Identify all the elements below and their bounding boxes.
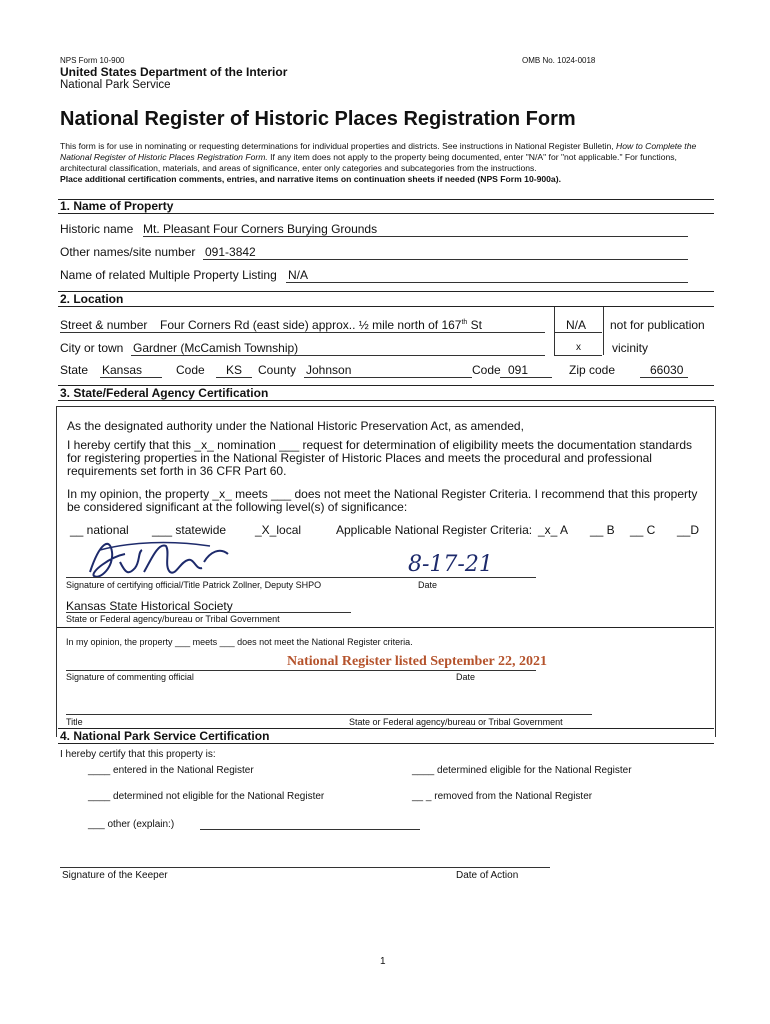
entered-option[interactable]: ____ entered in the National Register [88,765,254,776]
opinion-a: In my opinion, the property [67,487,213,501]
historic-name-label: Historic name [60,222,134,236]
instructions-text: This form is for use in nominating or requesting determinations for individual properties and districts. See instructions in National Register Bulletin, [60,141,616,151]
certify-text [67,439,707,478]
title-label: Title [66,717,83,727]
county-label: County [258,363,297,377]
instructions-text-2: If any item does not apply to the property being documented, enter "N/A" for "not applicable." For functions, architectural classification, materials, and areas of significance, enter only categories and subcategories from the instructions. [60,152,677,173]
department-name: United States Department of the Interior [60,65,288,79]
omb-number: OMB No. 1024-0018 [522,56,596,65]
vicinity-checkbox[interactable]: x [576,342,581,353]
section1-heading: 1. Name of Property [60,199,174,213]
state-label: State [60,363,89,377]
city-field[interactable]: Gardner (McCamish Township) [133,341,299,355]
not-for-publication-label: not for publication [610,318,705,332]
not-for-publication-checkbox[interactable]: N/A [566,318,587,332]
level-local[interactable]: _X_local [255,523,302,537]
agency-label: State or Federal agency/bureau or Tribal Government [66,614,280,624]
commenting-opinion: In my opinion, the property ___ meets ___ does not meet the National Register criteria. [66,637,413,647]
vicinity-label: vicinity [612,341,649,355]
authority-text: As the designated authority under the National Historic Preservation Act, as amended, [67,419,524,433]
other-option[interactable]: ___ other (explain:) [88,819,175,830]
multiple-listing-label: Name of related Multiple Property Listing [60,268,277,282]
page-number: 1 [380,956,386,967]
criteria-a[interactable]: _x_ A [538,523,569,537]
zip-label: Zip code [569,363,616,377]
certify-b: nomination ___ request for determination of eligibility meets the documentation standards for registering properties in the National Register of Historic Places and meets the procedural and professional requirements set forth in 36 CFR Part 60. [67,438,693,478]
level-statewide[interactable]: ___ statewide [152,523,227,537]
section3-heading: 3. State/Federal Agency Certification [60,386,269,400]
opinion-x: _x_ [212,487,232,501]
commenting-agency-label: State or Federal agency/bureau or Tribal Government [349,717,563,727]
listed-stamp: National Register listed September 22, 2021 [287,654,548,669]
street-label: Street & number [60,318,148,332]
agency-name: National Park Service [60,79,171,91]
criteria-c[interactable]: __ C [630,523,656,537]
instructions-continuation: Place additional certification comments, entries, and narrative items on continuation sheets if needed (NPS Form 10-900a). [60,174,561,184]
street-sup: th [461,319,468,326]
zip-field[interactable]: 66030 [650,363,684,377]
state-field[interactable]: Kansas [102,363,143,377]
removed-option[interactable]: __ _ removed from the National Register [412,791,593,802]
state-code-label: Code [176,363,205,377]
county-code-field[interactable]: 091 [508,363,529,377]
street-suffix: St [467,318,482,332]
agency-field[interactable]: Kansas State Historical Society [66,599,233,613]
sig-date-label: Date [418,580,438,590]
date-of-action-label: Date of Action [456,870,519,881]
other-names-field[interactable]: 091-3842 [205,245,256,259]
county-field[interactable]: Johnson [306,363,352,377]
certify-x: _x_ [194,438,214,452]
street-value: Four Corners Rd (east side) approx.. ½ mile north of 167 [160,318,462,332]
form-number: NPS Form 10-900 [60,56,125,65]
commenting-sig-label: Signature of commenting official [66,672,194,682]
city-label: City or town [60,341,124,355]
level-national[interactable]: __ national [70,523,129,537]
signature-date: 8-17-21 [408,552,493,577]
nps-intro: I hereby certify that this property is: [60,749,216,760]
section2-heading: 2. Location [60,292,124,306]
opinion-b: meets ___ does not meet the National Register Criteria. I recommend that this property be considered significant at the following level(s) of significance: [67,487,698,514]
bulletin-title: How to Complete the National Register of Historic Places Registration Form. [60,141,697,162]
other-names-label: Other names/site number [60,245,196,259]
eligible-option[interactable]: ____ determined eligible for the National Register [412,765,632,776]
criteria-label: Applicable National Register Criteria: [336,523,533,537]
instructions [60,141,720,185]
certify-a: I hereby certify that this [67,438,195,452]
multiple-listing-field[interactable]: N/A [288,268,309,282]
state-code-field[interactable]: KS [226,363,243,377]
commenting-date-label: Date [456,672,476,682]
street-field[interactable] [160,318,482,332]
county-code-label: Code [472,363,501,377]
opinion-text [67,488,707,514]
sig-label: Signature of certifying official/Title Patrick Zollner, Deputy SHPO [66,580,322,590]
page-title: National Register of Historic Places Registration Form [60,108,576,130]
criteria-d[interactable]: __D [677,523,700,537]
historic-name-field[interactable]: Mt. Pleasant Four Corners Burying Grounds [143,222,378,236]
keeper-sig-label: Signature of the Keeper [62,870,168,881]
section4-heading: 4. National Park Service Certification [60,729,270,743]
not-eligible-option[interactable]: ____ determined not eligible for the National Register [88,791,325,802]
criteria-b[interactable]: __ B [590,523,615,537]
